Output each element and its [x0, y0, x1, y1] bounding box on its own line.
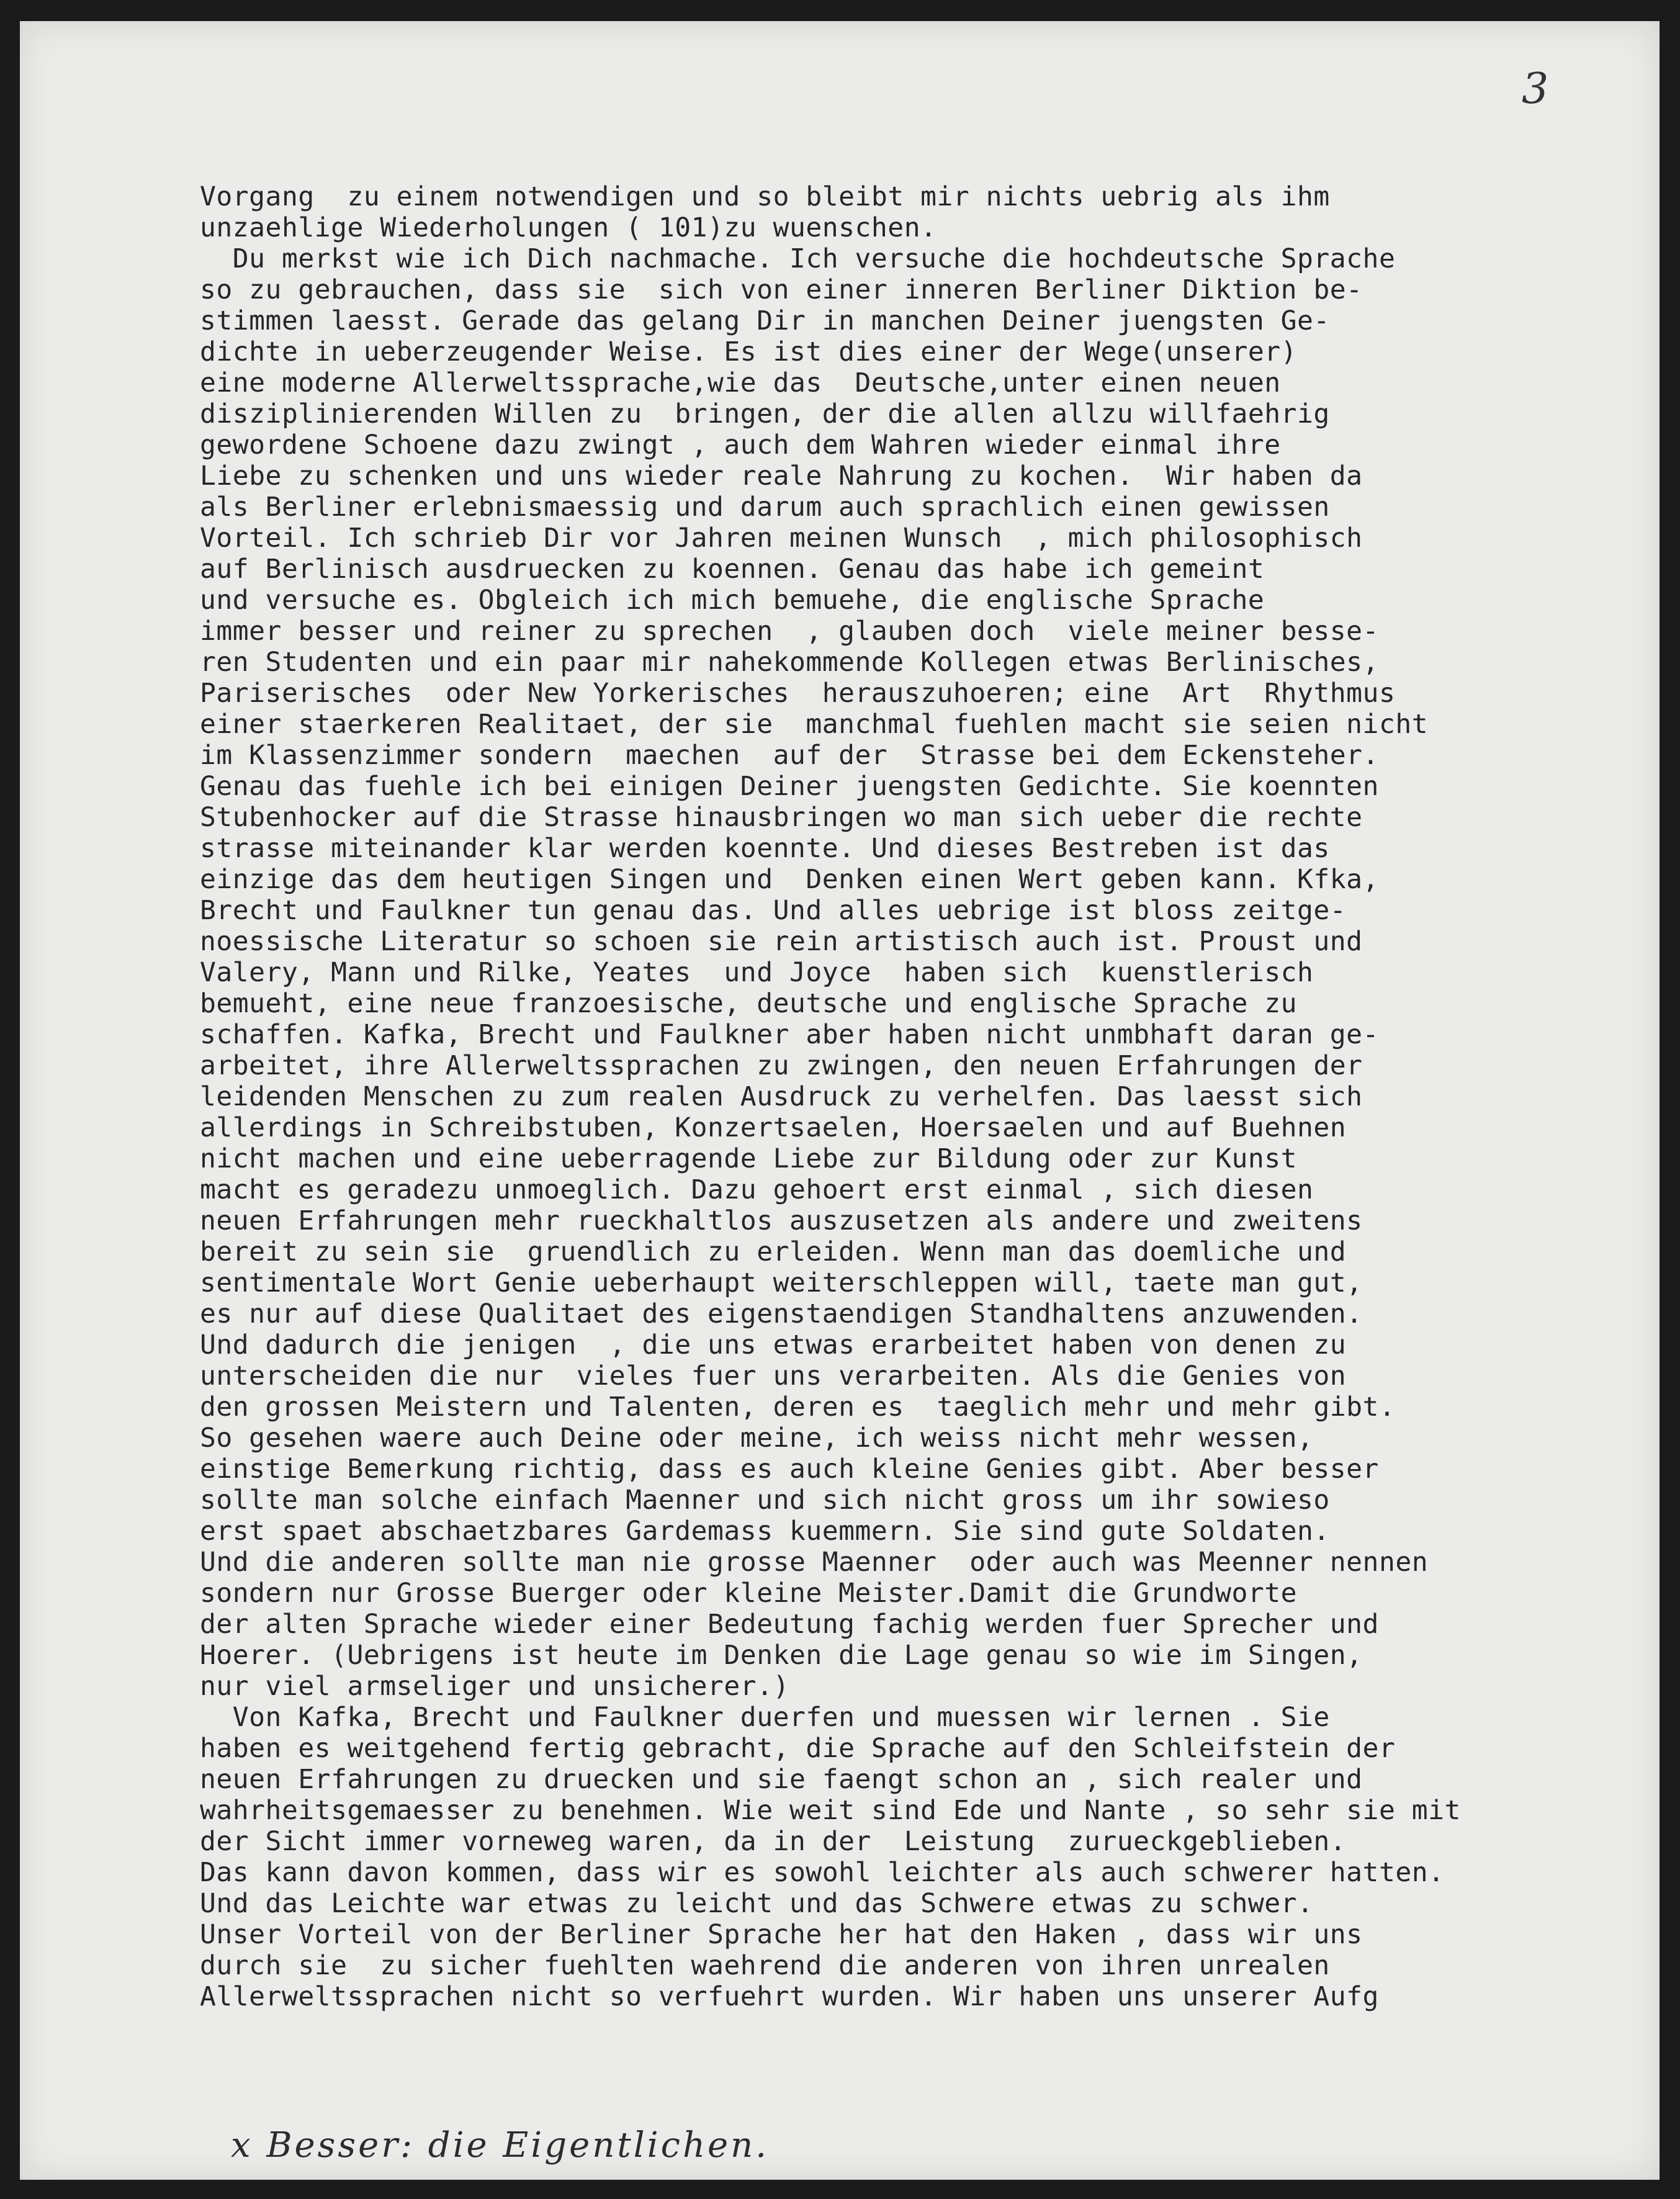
typescript-body: [200, 181, 1596, 2012]
text-line: durch sie zu sicher fuehlten waehrend die anderen von ihren unrealen: [200, 1950, 1330, 1981]
text-line: Hoerer. (Uebrigens ist heute im Denken die Lage genau so wie im Singen,: [200, 1640, 1363, 1671]
text-line: Stubenhocker auf die Strasse hinausbringen wo man sich ueber die rechte: [200, 802, 1363, 833]
text-line: Allerweltssprachen nicht so verfuehrt wurden. Wir haben uns unserer Aufg: [200, 1981, 1379, 2012]
text-line: haben es weitgehend fertig gebracht, die Sprache auf den Schleifstein der: [200, 1733, 1396, 1764]
text-line: so zu gebrauchen, dass sie sich von einer inneren Berliner Diktion be-: [200, 274, 1363, 305]
text-line: neuen Erfahrungen mehr rueckhaltlos auszusetzen als andere und zweitens: [200, 1205, 1363, 1236]
text-line: schaffen. Kafka, Brecht und Faulkner aber haben nicht unmbhaft daran ge-: [200, 1019, 1379, 1050]
text-line: Brecht und Faulkner tun genau das. Und alles uebrige ist bloss zeitge-: [200, 895, 1347, 926]
handwritten-note: x Besser: die Eigentlichen.: [231, 2125, 770, 2165]
text-line: nur viel armseliger und unsicherer.): [200, 1671, 789, 1702]
text-line: erst spaet abschaetzbares Gardemass kuemmern. Sie sind gute Soldaten.: [200, 1516, 1330, 1547]
text-line: macht es geradezu unmoeglich. Dazu gehoert erst einmal , sich diesen: [200, 1174, 1314, 1205]
text-line: leidenden Menschen zu zum realen Ausdruck zu verhelfen. Das laesst sich: [200, 1081, 1363, 1112]
text-line: Valery, Mann und Rilke, Yeates und Joyce haben sich kuenstlerisch: [200, 957, 1314, 988]
text-line: Liebe zu schenken und uns wieder reale Nahrung zu kochen. Wir haben da: [200, 461, 1363, 492]
text-line: Vorteil. Ich schrieb Dir vor Jahren meinen Wunsch , mich philosophisch: [200, 523, 1363, 554]
text-line: neuen Erfahrungen zu druecken und sie faengt schon an , sich realer und: [200, 1764, 1363, 1795]
text-line: noessische Literatur so schoen sie rein artistisch auch ist. Proust und: [200, 926, 1363, 957]
text-line: einstige Bemerkung richtig, dass es auch kleine Genies gibt. Aber besser: [200, 1454, 1379, 1485]
text-line: Unser Vorteil von der Berliner Sprache her hat den Haken , dass wir uns: [200, 1919, 1363, 1950]
text-line: einer staerkeren Realitaet, der sie manchmal fuehlen macht sie seien nicht: [200, 709, 1429, 740]
text-line: stimmen laesst. Gerade das gelang Dir in manchen Deiner juengsten Ge-: [200, 305, 1330, 336]
text-line: auf Berlinisch ausdruecken zu koennen. Genau das habe ich gemeint: [200, 554, 1265, 585]
text-line: ren Studenten und ein paar mir nahekommende Kollegen etwas Berlinisches,: [200, 647, 1379, 678]
text-line: im Klassenzimmer sondern maechen auf der Strasse bei dem Eckensteher.: [200, 740, 1379, 771]
text-line: Genau das fuehle ich bei einigen Deiner juengsten Gedichte. Sie koennten: [200, 771, 1379, 802]
text-line: sentimentale Wort Genie ueberhaupt weiterschleppen will, taete man gut,: [200, 1267, 1363, 1298]
text-line: Das kann davon kommen, dass wir es sowohl leichter als auch schwerer hatten.: [200, 1857, 1445, 1888]
text-line: einzige das dem heutigen Singen und Denken einen Wert geben kann. Kfka,: [200, 864, 1379, 895]
text-line: strasse miteinander klar werden koennte. Und dieses Bestreben ist das: [200, 833, 1330, 864]
text-line: eine moderne Allerweltssprache,wie das Deutsche,unter einen neuen: [200, 367, 1281, 398]
text-line: dichte in ueberzeugender Weise. Es ist dies einer der Wege(unserer): [200, 336, 1298, 367]
text-line: bereit zu sein sie gruendlich zu erleiden. Wenn man das doemliche und: [200, 1236, 1347, 1267]
text-line: es nur auf diese Qualitaet des eigenstaendigen Standhaltens anzuwenden.: [200, 1298, 1363, 1329]
text-line: unterscheiden die nur vieles fuer uns verarbeiten. Als die Genies von: [200, 1360, 1347, 1392]
text-line: unzaehlige Wiederholungen ( 101)zu wuenschen.: [200, 212, 937, 243]
text-line: disziplinierenden Willen zu bringen, der die allen allzu willfaehrig: [200, 398, 1330, 429]
typescript-page: [20, 21, 1660, 2180]
text-line: Pariserisches oder New Yorkerisches herauszuhoeren; eine Art Rhythmus: [200, 678, 1396, 709]
text-line: sondern nur Grosse Buerger oder kleine Meister.Damit die Grundworte: [200, 1578, 1298, 1609]
text-line: wahrheitsgemaesser zu benehmen. Wie weit sind Ede und Nante , so sehr sie mit: [200, 1795, 1461, 1826]
text-line: immer besser und reiner zu sprechen , glauben doch viele meiner besse-: [200, 616, 1379, 647]
text-line: bemueht, eine neue franzoesische, deutsche und englische Sprache zu: [200, 988, 1298, 1019]
text-line: als Berliner erlebnismaessig und darum auch sprachlich einen gewissen: [200, 492, 1330, 523]
text-line: Du merkst wie ich Dich nachmache. Ich versuche die hochdeutsche Sprache: [200, 243, 1396, 274]
text-line: den grossen Meistern und Talenten, deren es taeglich mehr und mehr gibt.: [200, 1392, 1396, 1423]
text-line: Und die anderen sollte man nie grosse Maenner oder auch was Meenner nennen: [200, 1547, 1429, 1578]
text-line: So gesehen waere auch Deine oder meine, ich weiss nicht mehr wessen,: [200, 1423, 1314, 1454]
text-line: Und dadurch die jenigen , die uns etwas erarbeitet haben von denen zu: [200, 1329, 1347, 1360]
text-line: nicht machen und eine ueberragende Liebe zur Bildung oder zur Kunst: [200, 1143, 1298, 1174]
text-line: Und das Leichte war etwas zu leicht und das Schwere etwas zu schwer.: [200, 1888, 1314, 1919]
text-line: allerdings in Schreibstuben, Konzertsaelen, Hoersaelen und auf Buehnen: [200, 1112, 1347, 1143]
text-line: arbeitet, ihre Allerweltssprachen zu zwingen, den neuen Erfahrungen der: [200, 1050, 1363, 1081]
page-number: 3: [1522, 65, 1549, 114]
text-line: Vorgang zu einem notwendigen und so bleibt mir nichts uebrig als ihm: [200, 181, 1330, 212]
text-line: sollte man solche einfach Maenner und sich nicht gross um ihr sowieso: [200, 1485, 1330, 1516]
text-line: gewordene Schoene dazu zwingt , auch dem Wahren wieder einmal ihre: [200, 429, 1281, 461]
text-line: der alten Sprache wieder einer Bedeutung fachig werden fuer Sprecher und: [200, 1609, 1379, 1640]
text-line: und versuche es. Obgleich ich mich bemuehe, die englische Sprache: [200, 585, 1265, 616]
text-line: der Sicht immer vorneweg waren, da in der Leistung zurueckgeblieben.: [200, 1826, 1347, 1857]
text-line: Von Kafka, Brecht und Faulkner duerfen und muessen wir lernen . Sie: [200, 1702, 1330, 1733]
